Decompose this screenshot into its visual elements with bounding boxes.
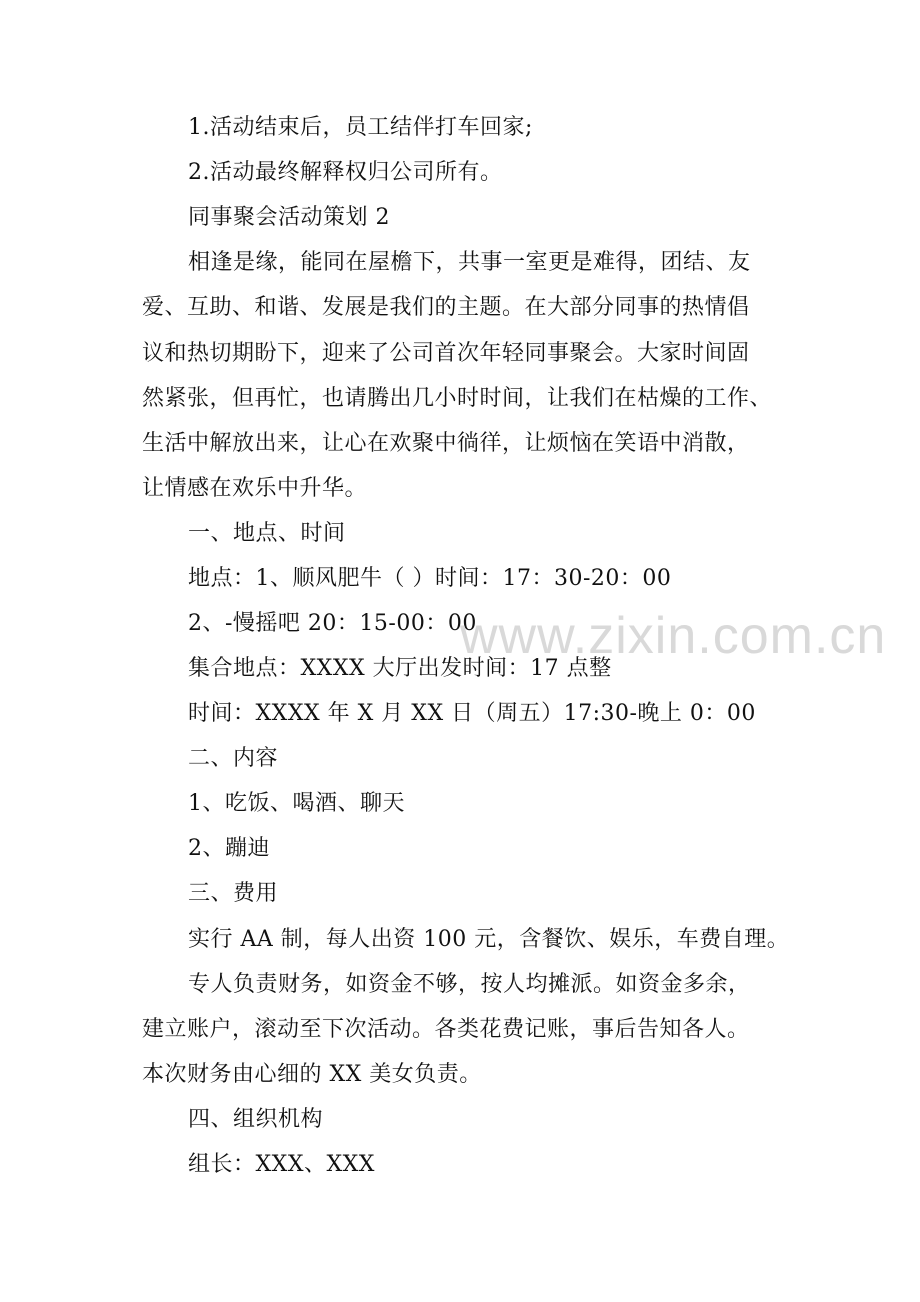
paragraph-line: 让情感在欢乐中升华。 xyxy=(142,476,368,501)
paragraph-line: 然紧张，但再忙，也请腾出几小时时间，让我们在枯燥的工作、 xyxy=(142,386,773,411)
paragraph-line: 建立账户，滚动至下次活动。各类花费记账，事后告知各人。 xyxy=(142,1017,750,1042)
section-title: 同事聚会活动策划 2 xyxy=(188,205,390,230)
heading-cost: 三、费用 xyxy=(188,881,279,906)
paragraph-line: 爱、互助、和谐、发展是我们的主题。在大部分同事的热情倡 xyxy=(142,295,750,320)
paragraph-line: 生活中解放出来，让心在欢聚中徜徉，让烦恼在笑语中消散， xyxy=(142,431,750,456)
text-line: 时间：XXXX 年 X 月 XX 日（周五）17:30-晚上 0：00 xyxy=(188,701,756,726)
watermark: www.zixin.com.cn xyxy=(460,607,887,665)
text-line: 实行 AA 制，每人出资 100 元，含餐饮、娱乐，车费自理。 xyxy=(188,927,790,952)
heading-content: 二、内容 xyxy=(188,746,279,771)
text-line: 1.活动结束后，员工结伴打车回家; xyxy=(188,115,533,140)
paragraph-line: 专人负责财务，如资金不够，按人均摊派。如资金多余， xyxy=(188,972,751,997)
text-line: 地点：1、顺风肥牛（ ）时间：17：30-20：00 xyxy=(188,566,672,591)
paragraph-line: 本次财务由心细的 XX 美女负责。 xyxy=(142,1062,482,1087)
text-line: 2、蹦迪 xyxy=(188,836,270,861)
text-line: 集合地点：XXXX 大厅出发时间：17 点整 xyxy=(188,656,612,681)
paragraph-line: 相逢是缘，能同在屋檐下，共事一室更是难得，团结、友 xyxy=(188,250,751,275)
heading-location-time: 一、地点、时间 xyxy=(188,521,346,546)
text-line: 2.活动最终解释权归公司所有。 xyxy=(188,160,503,185)
heading-organization: 四、组织机构 xyxy=(188,1107,324,1132)
text-line: 1、吃饭、喝酒、聊天 xyxy=(188,791,405,816)
paragraph-line: 议和热切期盼下，迎来了公司首次年轻同事聚会。大家时间固 xyxy=(142,341,750,366)
text-line: 组长：XXX、XXX xyxy=(188,1152,375,1177)
text-line: 2、-慢摇吧 20：15-00：00 xyxy=(188,611,477,636)
